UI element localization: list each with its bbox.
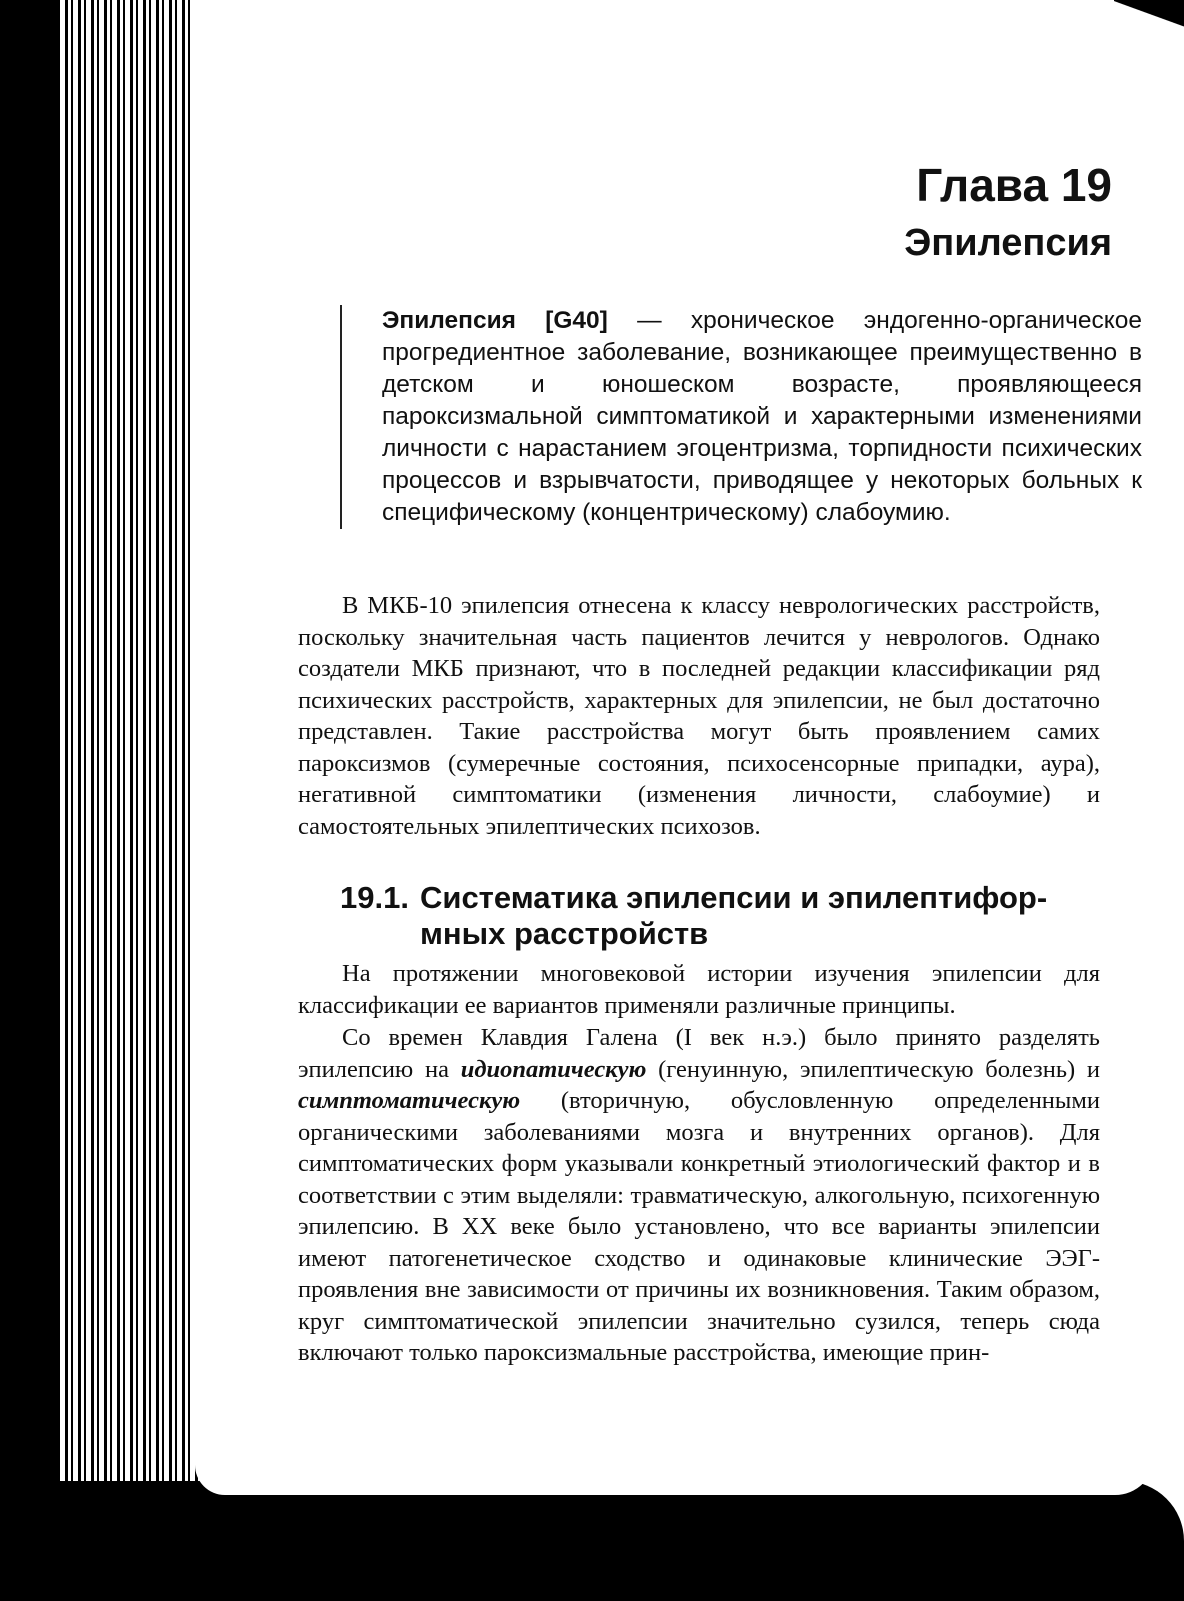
scan-shadow-bottom [0,1481,1184,1601]
paragraph-icd10: В МКБ-10 эпилепсия отнесена к классу неврологических расстройств, поскольку значительная часть пациентов лечится у неврологов. Однако создатели МКБ признают, что в последней редакции классификации ряд психических расстройств, характерных для эпилепсии, не был достаточно представлен. Такие расстройства могут быть проявлением самих пароксизмов (сумеречные состояния, психосенсорные припадки, аура), негативной симптоматики (изменения личности, слабоумие) и самостоятельных эпилептических психозов. [298,592,1100,840]
term-idiopathic: идиопатическую [460,1055,647,1083]
paragraph-galen-part1: Со времен Клавдия Галена (I век н.э.) было принято разделять эпилепсию на [298,1024,1100,1083]
section-title-line2: мных расстройств [420,916,709,951]
section-heading [340,880,1100,952]
paragraph-galen-part2: (генуинную, эпилептическую болезнь) и [646,1055,1100,1083]
definition-text: — хроническое эндогенно-органическое прогредиентное заболевание, возникающее преимущественно в детском и юношеском возрасте, проявляющееся пароксизмальной симптоматикой и характерными изменениями личности с нарастанием эгоцентризма, торпидности психических процессов и взрывчатости, приводящее у некоторых больных к специфическому (концентрическому) слабоумию. [382,307,1142,526]
scan-shadow-corner [1114,0,1184,40]
paragraph-galen-part3: (вторичную, обусловленную определенными органическими заболеваниями мозга и внутренних органов). Для симптоматических форм указывали конкретный этиологический фактор и в соответствии с этим выделяли: травматическую, алкогольную, психогенную эпилепсию. В XX веке было установлено, что все варианты эпилепсии имеют патогенетическое сходство и одинаковые клинические ЭЭГ-проявления вне зависимости от причины их возникновения. Таким образом, круг симптоматической эпилепсии значительно сузился, теперь сюда включают только пароксизмальные расстройства, имеющие прин- [298,1087,1100,1366]
definition-block [340,305,1142,529]
section-title-line1: Систематика эпилепсии и эпилептифор- [420,880,1048,915]
chapter-title: Эпилепсия [904,222,1112,264]
term-symptomatic: симптоматическую [298,1087,521,1114]
book-page-edges [0,0,200,1601]
chapter-label: Глава 19 [916,159,1112,211]
definition-term: Эпилепсия [G40] [382,307,608,334]
paragraph-galen [298,1022,1100,1369]
section-number: 19.1. [340,880,409,915]
paragraph-history: На протяжении многовековой истории изучения эпилепсии для классификации ее вариантов применяли различные принципы. [298,960,1100,1019]
